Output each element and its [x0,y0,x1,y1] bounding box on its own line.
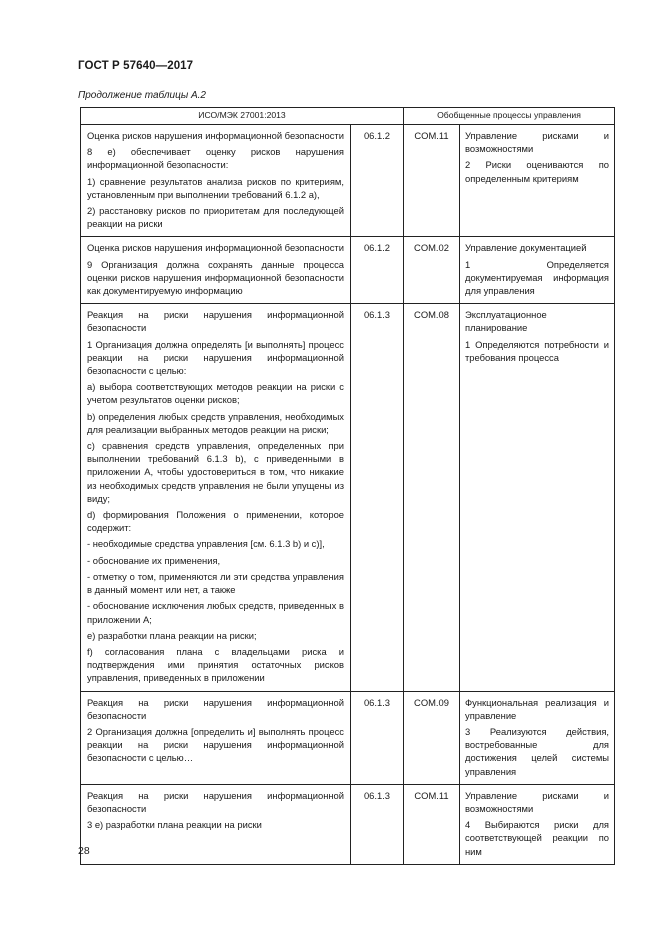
document-code: ГОСТ Р 57640—2017 [78,60,194,72]
requirement-paragraph: d) формирования Положения о применении, которое содержит: [87,509,344,534]
requirement-paragraph: f) согласования плана с владельцами риска и подтверждения ими принятия остаточных рисков управления, приведенных в приложении [87,645,344,684]
requirement-text-cell [81,691,351,784]
requirement-paragraph: Реакция на риски нарушения информационной безопасности [87,696,344,721]
process-description-cell [460,237,615,304]
clause-number-cell: 06.1.2 [351,125,404,237]
requirement-paragraph: 9 Организация должна сохранять данные процесса оценки рисков нарушения информационной безопасности как документируемую информацию [87,258,344,297]
process-paragraph: 3 Реализуются действия, востребованные для достижения целей системы управления [465,725,609,777]
requirement-paragraph: - обоснование их применения, [87,554,221,566]
process-paragraph: Управление рисками и возможностями [465,130,609,155]
requirement-paragraph: с) сравнения средств управления, определенных при выполнении требований 6.1.3 b), с приведенными в приложении А, чтобы удостовериться в том, что никакие из необходимых средств управления не были упущены из виду; [87,440,344,504]
requirement-paragraph: - обоснование исключения любых средств, приведенных в приложении А; [87,600,344,625]
clause-number-cell: 06.1.3 [351,784,404,864]
process-paragraph: Функциональная реализация и управление [465,696,609,721]
table-row [81,125,615,237]
process-description-cell [460,784,615,864]
requirement-paragraph: 3 е) разработки плана реакции на риски [87,819,262,831]
table-row [81,304,615,691]
requirement-paragraph: Реакция на риски нарушения информационной безопасности [87,789,344,814]
clause-number-cell: 06.1.3 [351,304,404,691]
process-description-cell [460,125,615,237]
process-paragraph: 2 Риски оцениваются по определенным критериям [465,159,609,184]
process-paragraph: 4 Выбираются риски для соответствующей реакции по ним [465,819,609,857]
process-code-cell: COM.02 [404,237,460,304]
requirement-paragraph: 1 Организация должна определять [и выполнять] процесс реакции на риски нарушения информационной безопасности с целью: [87,338,344,377]
process-code-cell: COM.09 [404,691,460,784]
clause-number-cell: 06.1.3 [351,691,404,784]
table-row [81,784,615,864]
requirement-paragraph: 2) расстановку рисков по приоритетам для последующей реакции на риски [87,205,344,230]
requirement-text-cell [81,237,351,304]
process-code-cell: COM.08 [404,304,460,691]
process-paragraph: 1 Определяются потребности и требования процесса [465,338,609,363]
process-paragraph: Управление документацией [465,242,587,254]
requirement-text-cell [81,784,351,864]
mapping-table [80,107,615,865]
table-row [81,691,615,784]
process-paragraph: Управление рисками и возможностями [465,789,609,814]
requirement-paragraph: 2 Организация должна [определить и] выполнять процесс реакции на риски нарушения информационной безопасности с целью… [87,725,344,764]
table-caption: Продолжение таблицы А.2 [78,90,206,101]
process-code-cell: COM.11 [404,125,460,237]
requirement-paragraph: Реакция на риски нарушения информационной безопасности [87,309,344,334]
requirement-paragraph: - необходимые средства управления [см. 6.1.3 b) и с)], [87,538,325,550]
table-header-row [81,108,615,125]
requirement-paragraph: Оценка рисков нарушения информационной безопасности [87,242,344,254]
process-paragraph: Эксплуатационное планирование [465,309,547,334]
requirement-paragraph: 1) сравнение результатов анализа рисков по критериям, установленным при выполнении требований 6.1.2 а), [87,175,344,200]
process-paragraph: 1 Определяется документируемая информация для управления [465,258,609,297]
process-code-cell: COM.11 [404,784,460,864]
header-iso-iec: ИСО/МЭК 27001:2013 [81,108,404,125]
requirement-paragraph: - отметку о том, применяются ли эти средства управления в данный момент или нет, а также [87,570,344,596]
process-description-cell [460,304,615,691]
clause-number-cell: 06.1.2 [351,237,404,304]
requirement-text-cell [81,304,351,691]
table-row [81,237,615,304]
requirement-paragraph: b) определения любых средств управления, необходимых для реализации выбранных методов реакции на риски; [87,410,344,435]
page-number: 28 [78,845,90,857]
header-generic-processes: Обобщенные процессы управления [404,108,615,125]
requirement-text-cell [81,125,351,237]
requirement-paragraph: е) разработки плана реакции на риски; [87,629,257,641]
requirement-paragraph: а) выбора соответствующих методов реакции на риски с учетом результатов оценки рисков; [87,381,344,406]
requirement-paragraph: Оценка рисков нарушения информационной безопасности [87,130,344,141]
requirement-paragraph: 8 е) обеспечивает оценку рисков нарушения информационной безопасности: [87,146,344,171]
process-description-cell [460,691,615,784]
